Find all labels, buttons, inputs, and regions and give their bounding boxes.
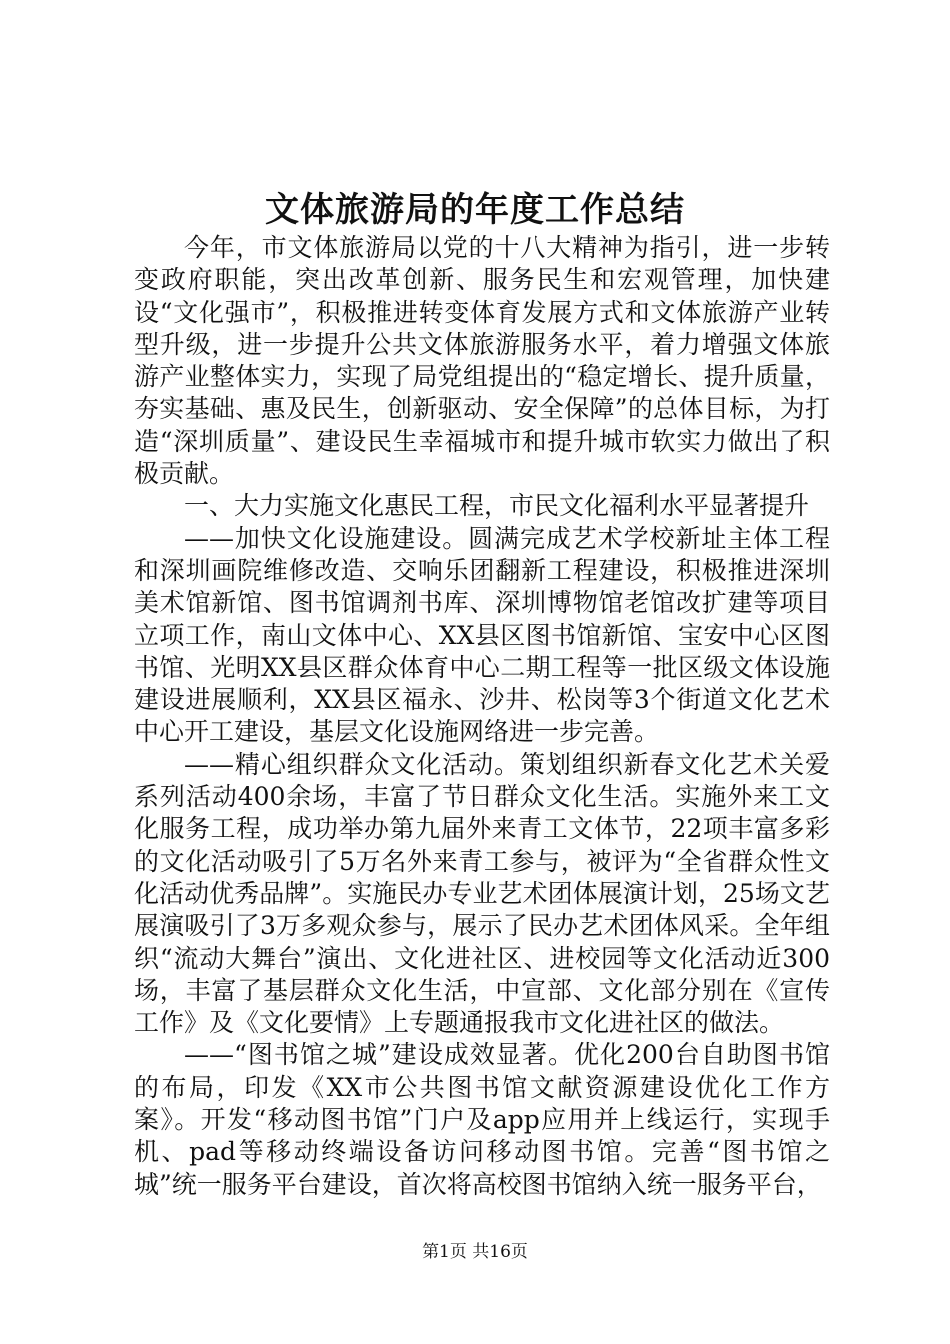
paragraph-facilities: ——加快文化设施建设。圆满完成艺术学校新址主体工程和深圳画院维修改造、交响乐团翻新工程建设，积极推进深圳美术馆新馆、图书馆调剂书库、深圳博物馆老馆改扩建等项目立项工作，南山文体中心、XX县区图书馆新馆、宝安中心区图书馆、光明XX县区群众体育中心二期工程等一批区级文体设施建设进展顺利，XX县区福永、沙井、松岗等3个街道文化艺术中心开工建设，基层文化设施网络进一步完善。 [134,523,830,747]
paragraph-library-city: ——“图书馆之城”建设成效显著。优化200台自助图书馆的布局，印发《XX市公共图书馆文献资源建设优化工作方案》。开发“移动图书馆”门户及app应用并上线运行，实现手机、pad等移动终端设备访问移动图书馆。完善“图书馆之城”统一服务平台建设，首次将高校图书馆纳入统一服务平台， [134,1040,830,1199]
page-number-footer: 第1页 共16页 [422,1242,528,1262]
paragraph-intro: 今年，市文体旅游局以党的十八大精神为指引，进一步转变政府职能，突出改革创新、服务民生和宏观管理，加快建设“文化强市”，积极推进转变体育发展方式和文体旅游产业转型升级，进一步提升公共文体旅游服务水平，着力增强文体旅游产业整体实力，实现了局党组提出的“稳定增长、提升质量，夯实基础、惠及民生，创新驱动、安全保障”的总体目标，为打造“深圳质量”、建设民生幸福城市和提升城市软实力做出了积极贡献。 [134,233,830,489]
paragraph-activities: ——精心组织群众文化活动。策划组织新春文化艺术关爱系列活动400余场，丰富了节日群众文化生活。实施外来工文化服务工程，成功举办第九届外来青工文体节，22项丰富多彩的文化活动吸引了5万名外来青工参与，被评为“全省群众性文化活动优秀品牌”。实施民办专业艺术团体展演计划，25场文艺展演吸引了3万多观众参与，展示了民办艺术团体风采。全年组织“流动大舞台”演出、文化进社区、进校园等文化活动近300场，丰富了基层群众文化生活，中宣部、文化部分别在《宣传工作》及《文化要情》上专题通报我市文化进社区的做法。 [134,749,830,1038]
document-title: 文体旅游局的年度工作总结 [265,190,685,230]
document-body [134,232,830,1201]
section-heading-1: 一、大力实施文化惠民工程，市民文化福利水平显著提升 [184,491,810,521]
